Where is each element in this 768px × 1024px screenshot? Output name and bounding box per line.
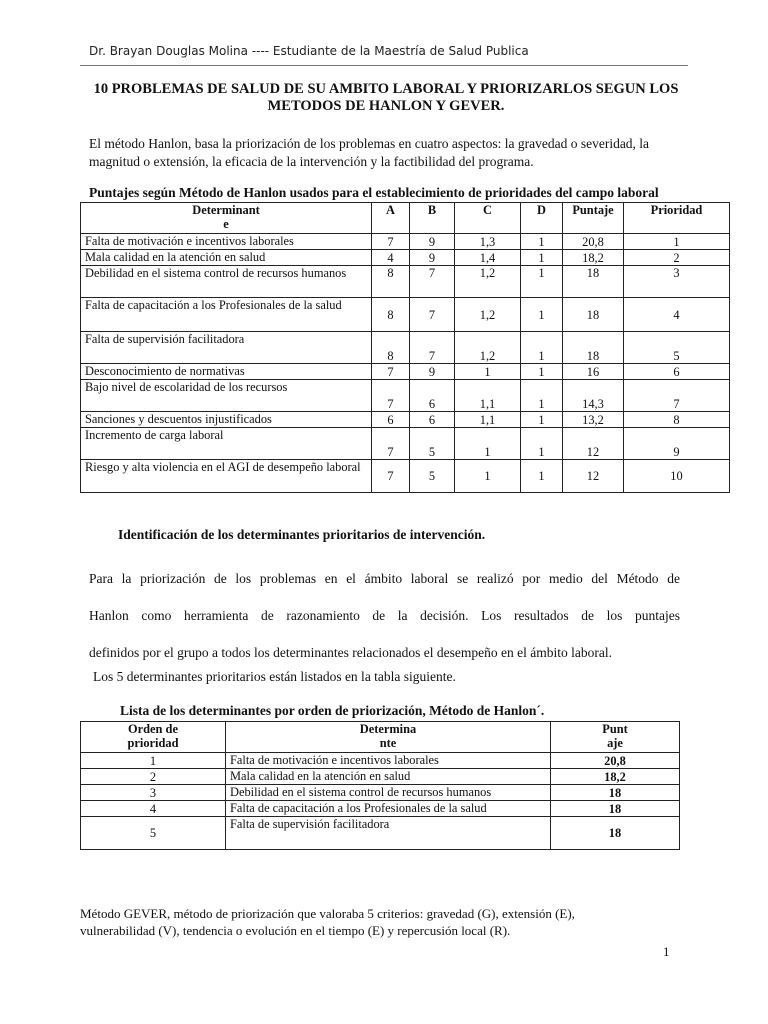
cell-d: 1 [521,332,563,364]
cell-orden: 4 [81,801,226,817]
cell-orden: 3 [81,785,226,801]
header-prioridad: Prioridad [624,203,730,234]
cell-d: 1 [521,266,563,298]
table-row [81,250,730,266]
cell-b: 5 [410,460,455,493]
cell-a: 8 [372,266,410,298]
cell-prioridad: 9 [624,428,730,460]
cell-name: Falta de motivación e incentivos laborales [226,753,551,769]
section-heading: Identificación de los determinantes prioritarios de intervención. [118,527,486,542]
document-title [84,81,688,115]
cell-b: 7 [410,298,455,332]
table-row [81,234,730,250]
table-row [81,380,730,412]
cell-name: Debilidad en el sistema control de recursos humanos [226,785,551,801]
cell-a: 7 [372,380,410,412]
cell-c: 1,2 [455,332,521,364]
paragraph-line: Hanlon como herramienta de razonamiento de la decisión. Los resultados de los puntajes [89,608,680,623]
cell-d: 1 [521,460,563,493]
cell-orden: 2 [81,769,226,785]
cell-a: 7 [372,234,410,250]
intro-paragraph: El método Hanlon, basa la priorización de los problemas en cuatro aspectos: la gravedad o severidad, la magnitud o extensión, la eficacia de la intervención y la factibilidad del programa. [89,136,650,169]
cell-prioridad: 1 [624,234,730,250]
cell-name: Mala calidad en la atención en salud [226,769,551,785]
table-row [81,332,730,364]
cell-puntaje: 18 [563,332,624,364]
cell-d: 1 [521,234,563,250]
header-determinante: Determinant e [81,203,372,234]
cell-a: 7 [372,460,410,493]
cell-prioridad: 2 [624,250,730,266]
header-d: D [521,203,563,234]
cell-name: Sanciones y descuentos injustificados [81,412,372,428]
priority-list-table [80,721,680,850]
table-row [81,412,730,428]
paragraph-line: definidos por el grupo a todos los determinantes relacionados el desempeño en el ámbito laboral. [89,645,612,660]
table1-header-row [81,203,730,234]
cell-d: 1 [521,428,563,460]
table-row [81,801,680,817]
table-row [81,753,680,769]
cell-name: Bajo nivel de escolaridad de los recursos [81,380,372,412]
cell-puntaje: 18 [563,266,624,298]
cell-prioridad: 10 [624,460,730,493]
cell-b: 9 [410,364,455,380]
cell-name: Mala calidad en la atención en salud [81,250,372,266]
section-paragraph-2: Los 5 determinantes prioritarios están listados en la tabla siguiente. [93,669,456,684]
title-line-1: 10 PROBLEMAS DE SALUD DE SU AMBITO LABORAL Y PRIORIZARLOS SEGUN LOS [93,81,679,97]
cell-c: 1,1 [455,412,521,428]
cell-puntaje: 18 [551,801,680,817]
header-divider [80,65,688,66]
table-row [81,460,730,493]
cell-puntaje: 18,2 [563,250,624,266]
cell-d: 1 [521,380,563,412]
header-b: B [410,203,455,234]
cell-puntaje: 20,8 [563,234,624,250]
table-row [81,817,680,850]
cell-prioridad: 8 [624,412,730,428]
cell-c: 1 [455,460,521,493]
cell-puntaje: 12 [563,460,624,493]
cell-name: Falta de capacitación a los Profesionales de la salud [226,801,551,817]
table-row [81,298,730,332]
cell-name: Falta de supervisión facilitadora [226,817,551,850]
cell-prioridad: 3 [624,266,730,298]
cell-puntaje: 18 [563,298,624,332]
table-row [81,428,730,460]
cell-name: Falta de motivación e incentivos laborales [81,234,372,250]
cell-orden: 5 [81,817,226,850]
table-row [81,785,680,801]
cell-d: 1 [521,250,563,266]
cell-d: 1 [521,412,563,428]
cell-b: 7 [410,332,455,364]
table-row [81,769,680,785]
table1-caption: Puntajes según Método de Hanlon usados para el establecimiento de prioridades del campo laboral [89,185,659,200]
header-orden: Orden de prioridad [81,722,226,753]
cell-c: 1,4 [455,250,521,266]
cell-b: 7 [410,266,455,298]
cell-puntaje: 12 [563,428,624,460]
cell-d: 1 [521,298,563,332]
cell-a: 4 [372,250,410,266]
cell-puntaje: 13,2 [563,412,624,428]
cell-puntaje: 18 [551,785,680,801]
cell-prioridad: 5 [624,332,730,364]
cell-d: 1 [521,364,563,380]
cell-b: 6 [410,412,455,428]
header-determinante: Determina nte [226,722,551,753]
table2-caption: Lista de los determinantes por orden de priorización, Método de Hanlon´. [120,703,545,718]
page-header: Dr. Brayan Douglas Molina ---- Estudiante de la Maestría de Salud Publica [89,44,529,58]
cell-c: 1,3 [455,234,521,250]
table2-header-row [81,722,680,753]
cell-c: 1,2 [455,266,521,298]
cell-puntaje: 18,2 [551,769,680,785]
cell-prioridad: 6 [624,364,730,380]
hanlon-scores-table [80,202,730,493]
cell-a: 6 [372,412,410,428]
cell-a: 7 [372,428,410,460]
cell-prioridad: 4 [624,298,730,332]
cell-name: Falta de capacitación a los Profesionales de la salud [81,298,372,332]
cell-c: 1,1 [455,380,521,412]
table-row [81,364,730,380]
cell-a: 8 [372,332,410,364]
title-line-2: METODOS DE HANLON Y GEVER. [267,98,505,114]
cell-puntaje: 16 [563,364,624,380]
cell-c: 1,2 [455,298,521,332]
cell-a: 8 [372,298,410,332]
cell-name: Falta de supervisión facilitadora [81,332,372,364]
page-number: 1 [663,944,670,959]
cell-puntaje: 14,3 [563,380,624,412]
cell-b: 6 [410,380,455,412]
cell-prioridad: 7 [624,380,730,412]
cell-puntaje: 20,8 [551,753,680,769]
cell-name: Debilidad en el sistema control de recursos humanos [81,266,372,298]
cell-name: Desconocimiento de normativas [81,364,372,380]
cell-orden: 1 [81,753,226,769]
paragraph-line: Para la priorización de los problemas en el ámbito laboral se realizó por medio del Método de [89,571,680,586]
cell-name: Riesgo y alta violencia en el AGI de desempeño laboral [81,460,372,493]
cell-puntaje: 18 [551,817,680,850]
header-puntaje: Punt aje [551,722,680,753]
section-paragraph [89,560,680,671]
cell-a: 7 [372,364,410,380]
cell-name: Incremento de carga laboral [81,428,372,460]
cell-b: 9 [410,250,455,266]
header-a: A [372,203,410,234]
cell-b: 5 [410,428,455,460]
cell-c: 1 [455,428,521,460]
header-puntaje: Puntaje [563,203,624,234]
gever-paragraph: Método GEVER, método de priorización que valoraba 5 criterios: gravedad (G), extensión (E), vulnerabilidad (V), tendencia o evolución en el tiempo (E) y repercusión local (R). [80,906,575,938]
header-c: C [455,203,521,234]
table-row [81,266,730,298]
cell-c: 1 [455,364,521,380]
cell-b: 9 [410,234,455,250]
